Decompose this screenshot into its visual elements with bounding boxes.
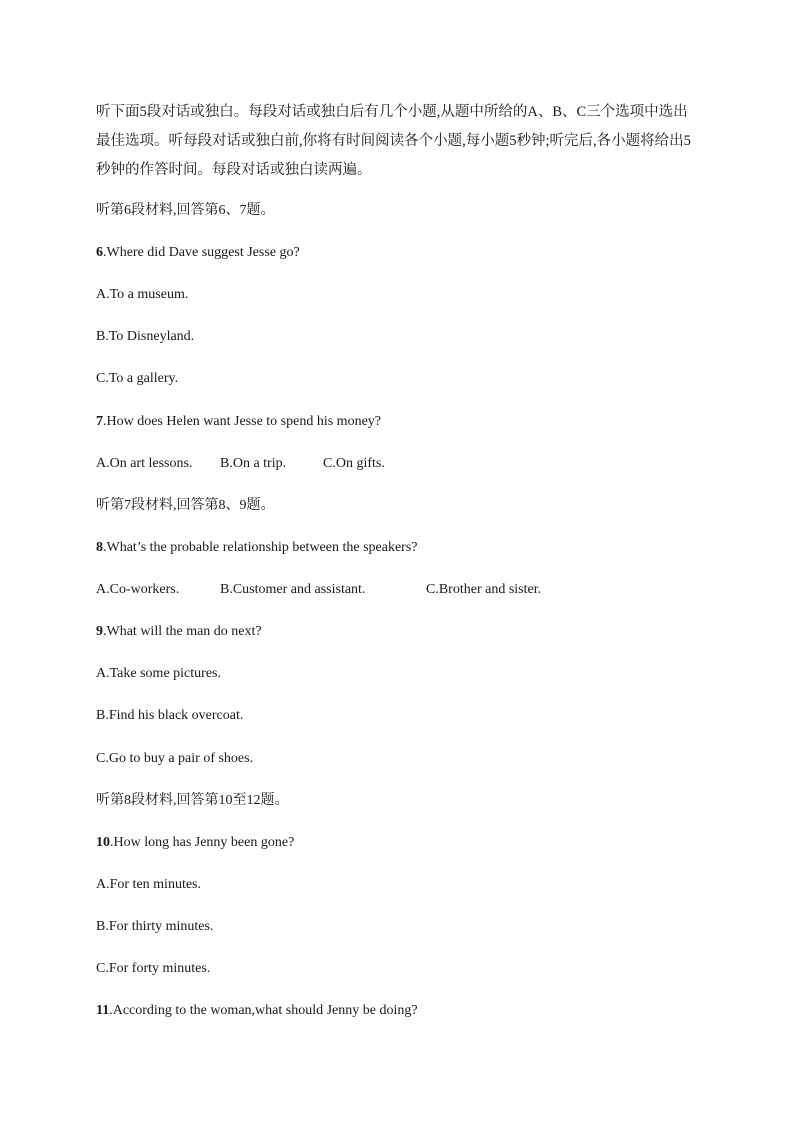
section-heading: 听第6段材料,回答第6、7题。: [96, 203, 275, 218]
question-number: 9: [96, 624, 103, 639]
option-c: C.For forty minutes.: [96, 961, 211, 976]
option-a: A.Take some pictures.: [96, 666, 221, 681]
options-row: [96, 454, 385, 474]
option-a: A.For ten minutes.: [96, 877, 201, 892]
question-number: 8: [96, 540, 103, 555]
question-9: [96, 622, 262, 642]
option-c: C.Brother and sister.: [426, 582, 542, 597]
option-a: A.Co-workers.: [96, 582, 180, 597]
option-c: C.Go to buy a pair of shoes.: [96, 751, 254, 766]
question-text: .How long has Jenny been gone?: [110, 835, 295, 850]
option-a: A.On art lessons.: [96, 456, 193, 471]
question-11: [96, 1001, 418, 1021]
question-text: .Where did Dave suggest Jesse go?: [103, 245, 300, 260]
question-7: [96, 412, 381, 432]
question-number: 10: [96, 835, 110, 850]
question-text: .According to the woman,what should Jenny be doing?: [109, 1003, 418, 1018]
section-heading: 听第8段材料,回答第10至12题。: [96, 793, 289, 808]
question-number: 6: [96, 245, 103, 260]
option-b: B.Customer and assistant.: [220, 582, 366, 597]
option-b: B.To Disneyland.: [96, 329, 195, 344]
question-number: 7: [96, 414, 103, 429]
instructions-paragraph: 听下面5段对话或独白。每段对话或独白后有几个小题,从题中所给的A、B、C三个选项中选出最佳选项。听每段对话或独白前,你将有时间阅读各个小题,每小题5秒钟;听完后,各小题将给出5秒钟的作答时间。每段对话或独白读两遍。: [96, 104, 691, 178]
question-10: [96, 833, 294, 853]
options-row: [96, 580, 541, 600]
question-text: .How does Helen want Jesse to spend his money?: [103, 414, 382, 429]
question-6: [96, 243, 300, 263]
option-c: C.To a gallery.: [96, 371, 179, 386]
question-text: .What’s the probable relationship between the speakers?: [103, 540, 418, 555]
option-c: C.On gifts.: [323, 456, 385, 471]
question-number: 11: [96, 1003, 110, 1018]
option-b: B.For thirty minutes.: [96, 919, 214, 934]
section-heading: 听第7段材料,回答第8、9题。: [96, 498, 275, 513]
question-text: .What will the man do next?: [103, 624, 262, 639]
option-b: B.On a trip.: [220, 456, 287, 471]
question-8: [96, 538, 418, 558]
option-b: B.Find his black overcoat.: [96, 708, 244, 723]
option-a: A.To a museum.: [96, 287, 189, 302]
